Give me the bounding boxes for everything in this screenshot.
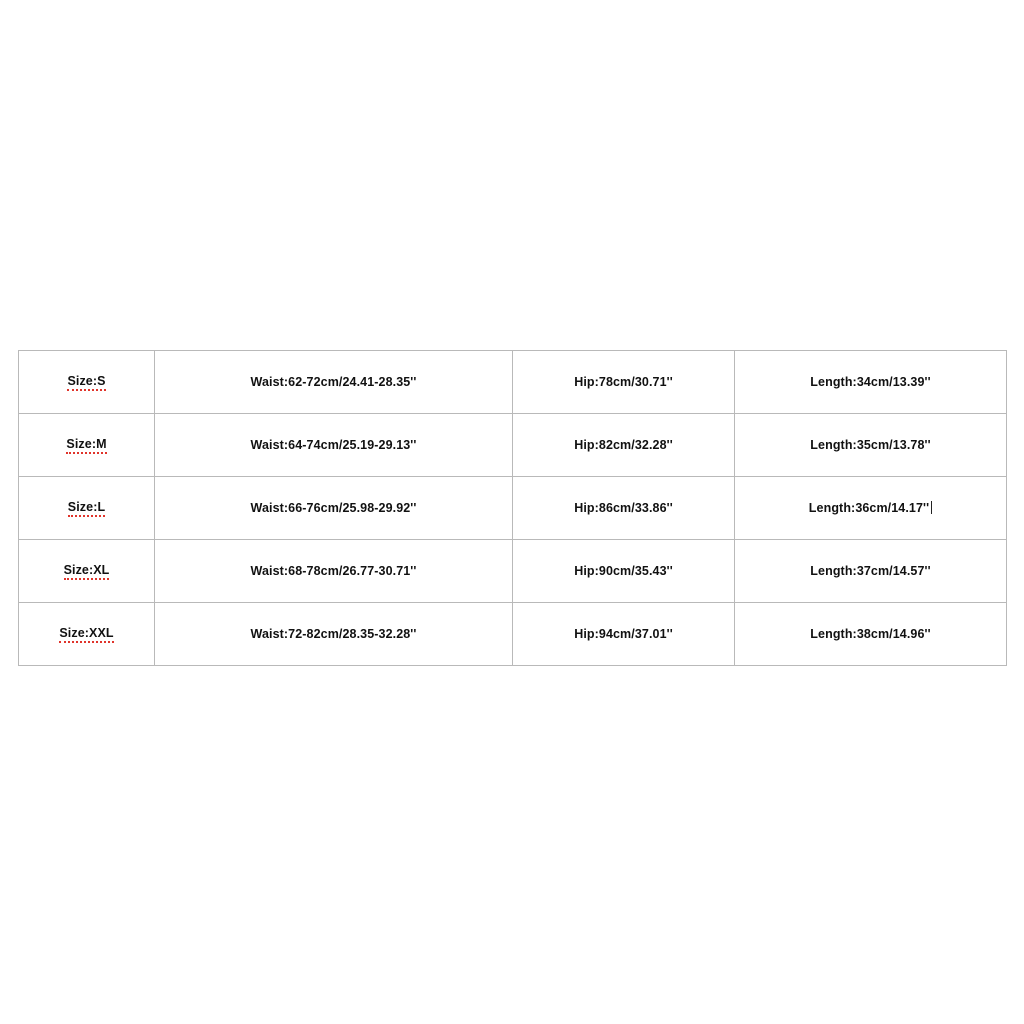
waist-cell: Waist:62-72cm/24.41-28.35'' <box>155 351 513 414</box>
table-row <box>19 603 1007 666</box>
length-label: Length:36cm/14.17'' <box>808 501 930 515</box>
length-cell <box>735 477 1007 540</box>
waist-cell: Waist:72-82cm/28.35-32.28'' <box>155 603 513 666</box>
waist-cell: Waist:68-78cm/26.77-30.71'' <box>155 540 513 603</box>
size-label: Size:XXL <box>59 626 113 643</box>
hip-cell: Hip:82cm/32.28'' <box>513 414 735 477</box>
size-cell <box>19 351 155 414</box>
size-label: Size:M <box>66 437 106 454</box>
table-row <box>19 477 1007 540</box>
size-cell <box>19 540 155 603</box>
length-cell: Length:35cm/13.78'' <box>735 414 1007 477</box>
waist-cell: Waist:64-74cm/25.19-29.13'' <box>155 414 513 477</box>
table-row <box>19 414 1007 477</box>
length-cell: Length:34cm/13.39'' <box>735 351 1007 414</box>
hip-cell: Hip:86cm/33.86'' <box>513 477 735 540</box>
size-chart-table <box>18 350 1007 666</box>
size-cell <box>19 603 155 666</box>
size-label: Size:S <box>67 374 105 391</box>
size-cell <box>19 414 155 477</box>
size-label: Size:L <box>68 500 105 517</box>
waist-cell: Waist:66-76cm/25.98-29.92'' <box>155 477 513 540</box>
text-cursor <box>931 501 932 514</box>
hip-cell: Hip:94cm/37.01'' <box>513 603 735 666</box>
size-label: Size:XL <box>64 563 110 580</box>
size-cell <box>19 477 155 540</box>
length-cell: Length:38cm/14.96'' <box>735 603 1007 666</box>
length-cell: Length:37cm/14.57'' <box>735 540 1007 603</box>
table-row <box>19 540 1007 603</box>
hip-cell: Hip:90cm/35.43'' <box>513 540 735 603</box>
hip-cell: Hip:78cm/30.71'' <box>513 351 735 414</box>
table-row <box>19 351 1007 414</box>
